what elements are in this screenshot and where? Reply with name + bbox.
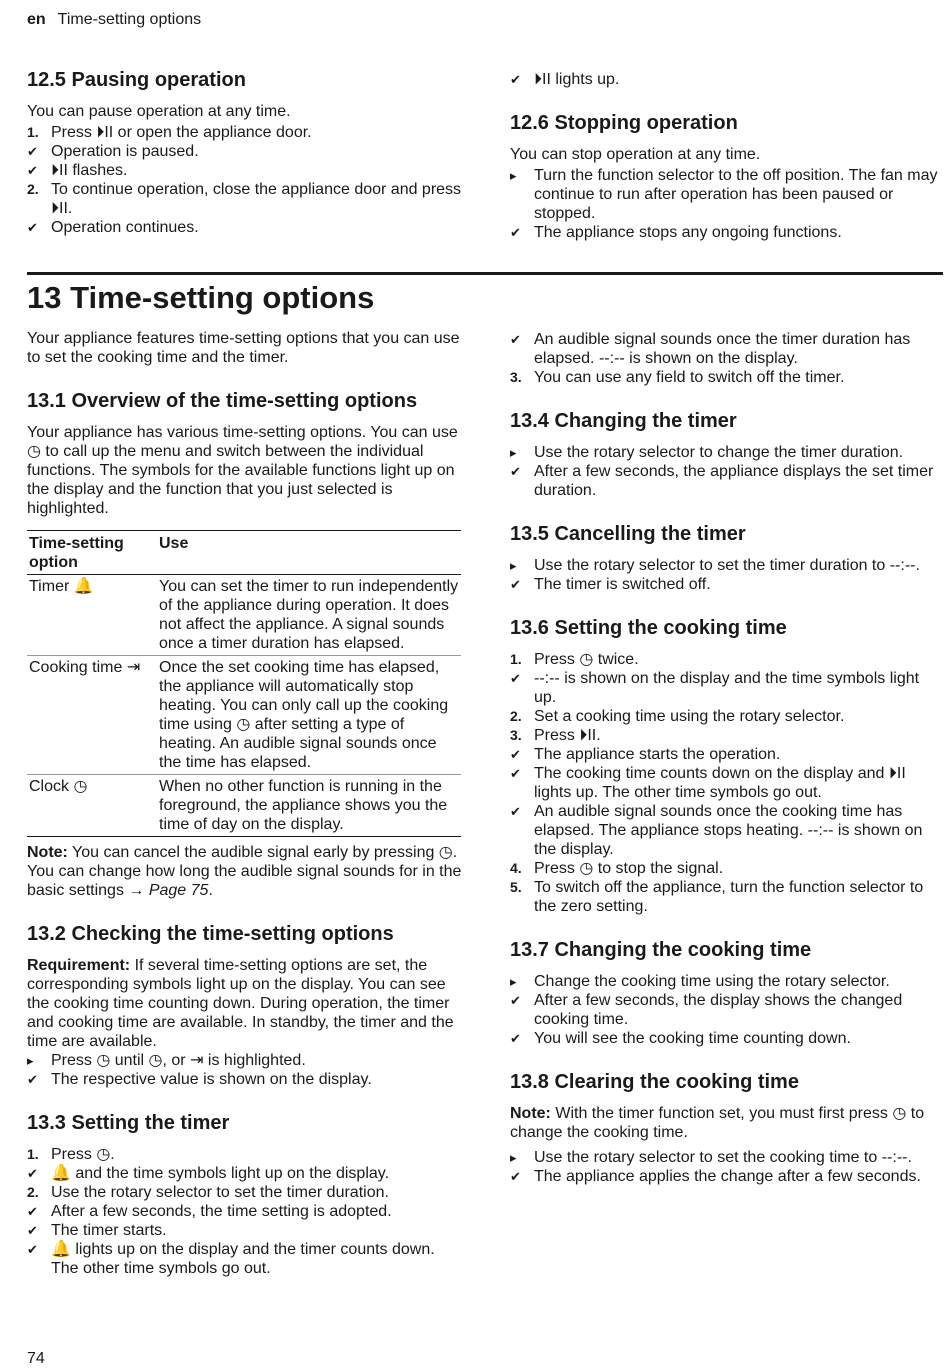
step-list [510,443,944,500]
note-end: . [208,882,213,899]
section-heading: 13.6 Setting the cooking time [510,617,787,639]
note-label: Note: [27,844,68,861]
list-item [27,1202,463,1221]
list-item [27,1051,463,1070]
check-icon: ✔ [510,72,521,87]
arrow-icon: ▸ [27,1053,34,1068]
section-heading: 12.5 Pausing operation [27,69,246,91]
item-text: The appliance starts the operation. [534,746,781,763]
chapter-rule [27,272,943,275]
section-intro: You can stop operation at any time. [510,146,761,163]
list-item [510,878,944,916]
list-item [510,745,944,764]
check-icon: ✔ [27,1242,38,1257]
check-icon: ✔ [510,1031,521,1046]
check-icon: ✔ [27,1223,38,1238]
step-list [27,123,463,237]
item-text: Use the rotary selector to set the timer duration. [51,1184,389,1201]
list-item [27,142,463,161]
section-heading: 12.6 Stopping operation [510,112,738,134]
step-number: 3. [510,369,522,385]
cell-use: Once the set cooking time has elapsed, the appliance will automatically stop heating. You can only call up the cooking time using ◷ after setting a type of heating. An audible signal sounds once the time has elapsed. [159,659,449,771]
check-icon: ✔ [510,1169,521,1184]
item-text: ⏵II lights up. [534,71,620,88]
cell-use: You can set the timer to run independently of the appliance during operation. It does not affect the appliance. A signal sounds once a timer duration has elapsed. [159,578,459,652]
list-item [27,218,463,237]
requirement [27,956,463,1051]
step-list [27,1051,463,1089]
step-number: 4. [510,860,522,876]
item-text: 🔔 lights up on the display and the timer counts down. The other time symbols go out. [51,1241,435,1277]
list-item [27,1164,463,1183]
list-item [510,223,944,242]
item-text: An audible signal sounds once the cooking time has elapsed. The appliance stops heating. --:-- is shown on the display. [534,803,923,858]
check-icon: ✔ [27,220,38,235]
section-12-5 [27,68,463,237]
section-body: Your appliance has various time-setting options. You can use ◷ to call up the menu and switch between the individual functions. The symbols for the available functions light up on the display and the function that you just selected is highlighted. [27,424,458,517]
item-text: After a few seconds, the time setting is adopted. [51,1203,392,1220]
list-item [510,707,944,726]
list-item [510,1167,944,1186]
item-text: Press ◷. [51,1146,115,1163]
check-icon: ✔ [27,163,38,178]
check-icon: ✔ [27,1072,38,1087]
step-list [510,166,944,242]
item-text: To switch off the appliance, turn the function selector to the zero setting. [534,879,924,915]
section-heading: 13.5 Cancelling the timer [510,523,746,545]
item-text: The appliance applies the change after a few seconds. [534,1168,921,1185]
note-text: With the timer function set, you must first press ◷ to change the cooking time. [510,1105,925,1141]
arrow-icon: ▸ [510,445,517,460]
cell-option: Timer 🔔 [29,578,94,595]
table-row [27,575,461,656]
item-text: --:-- is shown on the display and the time symbols light up. [534,670,920,706]
item-text: Operation continues. [51,219,199,236]
list-item [510,1148,944,1167]
item-text: Use the rotary selector to set the timer duration to --:--. [534,557,920,574]
check-icon: ✔ [510,577,521,592]
item-text: You can use any field to switch off the timer. [534,369,845,386]
requirement-text: If several time-setting options are set, the corresponding symbols light up on the display. You can see the cooking time counting down. During operation, the timer and cooking time are available. In standby, the timer and the time are available. [27,957,454,1050]
step-list [27,1145,463,1278]
cell-option: Cooking time ⇥ [29,659,141,676]
requirement-label: Requirement: [27,957,131,974]
step-list [510,556,944,594]
page-number: 74 [27,1350,45,1367]
step-number: 5. [510,879,522,895]
note-label: Note: [510,1105,551,1122]
chapter-intro: Your appliance features time-setting options that you can use to set the cooking time and the timer. [27,330,460,366]
chapter-title: 13 Time-setting options [27,280,375,315]
table-header-row [27,531,461,575]
item-text: Press ◷ to stop the signal. [534,860,724,877]
step-number: 1. [510,651,522,667]
list-item [27,1145,463,1164]
section-intro: You can pause operation at any time. [27,103,291,120]
list-item [510,368,944,387]
language-code: en [27,11,46,28]
item-text: The timer starts. [51,1222,167,1239]
list-item [27,1221,463,1240]
list-item [510,764,944,802]
list-item [510,330,944,368]
item-text: The timer is switched off. [534,576,711,593]
column-header-use: Use [159,535,189,552]
section-12-6 [510,70,944,242]
item-text: Use the rotary selector to set the cooking time to --:--. [534,1149,912,1166]
step-number: 2. [510,708,522,724]
item-text: Use the rotary selector to change the timer duration. [534,444,904,461]
list-item [27,1070,463,1089]
arrow-icon: ▸ [510,1150,517,1165]
item-text: Press ⏵II. [534,727,601,744]
column-header-option: Time-setting option [29,535,124,571]
note-text: You can cancel the audible signal early by pressing ◷. You can change how long the audible signal sounds for in the basic settings → [27,844,462,899]
list-item [510,991,944,1029]
item-text: Press ◷ twice. [534,651,639,668]
check-icon: ✔ [510,464,521,479]
list-item [510,859,944,878]
table-row [27,775,461,837]
note [27,843,463,900]
list-item [510,70,944,89]
item-text: After a few seconds, the appliance displays the set timer duration. [534,463,934,499]
list-item [27,1183,463,1202]
check-icon: ✔ [27,1204,38,1219]
item-text: After a few seconds, the display shows the changed cooking time. [534,992,903,1028]
item-text: Change the cooking time using the rotary selector. [534,973,890,990]
item-text: To continue operation, close the appliance door and press ⏵II. [51,181,462,217]
list-item [27,180,463,218]
item-text: Set a cooking time using the rotary selector. [534,708,845,725]
check-icon: ✔ [510,747,521,762]
table-row [27,656,461,775]
item-text: Press ⏵II or open the appliance door. [51,124,312,141]
list-item [510,575,944,594]
list-item [510,726,944,745]
item-text: Turn the function selector to the off position. The fan may continue to run after operation has been paused or stopped. [534,167,938,222]
step-number: 3. [510,727,522,743]
step-number: 2. [27,181,39,197]
arrow-icon: ▸ [510,558,517,573]
step-number: 1. [27,1146,39,1162]
list-item [510,972,944,991]
list-item [510,669,944,707]
chapter-13-right [510,330,944,1186]
list-item [510,650,944,669]
list-item [510,1029,944,1048]
check-icon: ✔ [510,332,521,347]
list-item [510,462,944,500]
list-item [27,161,463,180]
arrow-icon: ▸ [510,168,517,183]
section-heading: 13.1 Overview of the time-setting options [27,390,418,412]
list-item [27,1240,463,1278]
item-text: ⏵II flashes. [51,162,128,179]
section-heading: 13.2 Checking the time-setting options [27,923,394,945]
item-text: Press ◷ until ◷, or ⇥ is highlighted. [51,1052,306,1069]
item-text: You will see the cooking time counting down. [534,1030,851,1047]
check-icon: ✔ [27,144,38,159]
check-icon: ✔ [510,225,521,240]
list-item [510,556,944,575]
list-item [510,166,944,223]
check-icon: ✔ [510,766,521,781]
header-title: Time-setting options [57,11,202,28]
check-icon: ✔ [510,804,521,819]
section-heading: 13.4 Changing the timer [510,410,737,432]
step-list [510,1148,944,1186]
step-number: 2. [27,1184,39,1200]
check-icon: ✔ [510,671,521,686]
list-item [510,802,944,859]
step-list [510,330,944,387]
check-icon: ✔ [510,993,521,1008]
page-header [27,10,201,29]
section-heading: 13.3 Setting the timer [27,1112,230,1134]
step-list [510,972,944,1048]
page-link[interactable]: Page 75 [148,882,209,899]
section-heading: 13.7 Changing the cooking time [510,939,812,961]
section-heading: 13.8 Clearing the cooking time [510,1071,799,1093]
item-text: 🔔 and the time symbols light up on the display. [51,1165,390,1182]
item-text: The appliance stops any ongoing functions. [534,224,842,241]
arrow-icon: ▸ [510,974,517,989]
step-number: 1. [27,124,39,140]
item-text: An audible signal sounds once the timer duration has elapsed. --:-- is shown on the display. [534,331,911,367]
step-list [510,650,944,916]
item-text: Operation is paused. [51,143,199,160]
note [510,1104,944,1142]
check-icon: ✔ [27,1166,38,1181]
item-text: The cooking time counts down on the display and ⏵II lights up. The other time symbols go out. [534,765,906,801]
chapter-13-left [27,329,463,1278]
list-item [510,443,944,462]
cell-option: Clock ◷ [29,778,88,795]
list-item [27,123,463,142]
cell-use: When no other function is running in the foreground, the appliance shows you the time of day on the display. [159,778,448,833]
item-text: The respective value is shown on the display. [51,1071,372,1088]
time-setting-table [27,530,461,837]
